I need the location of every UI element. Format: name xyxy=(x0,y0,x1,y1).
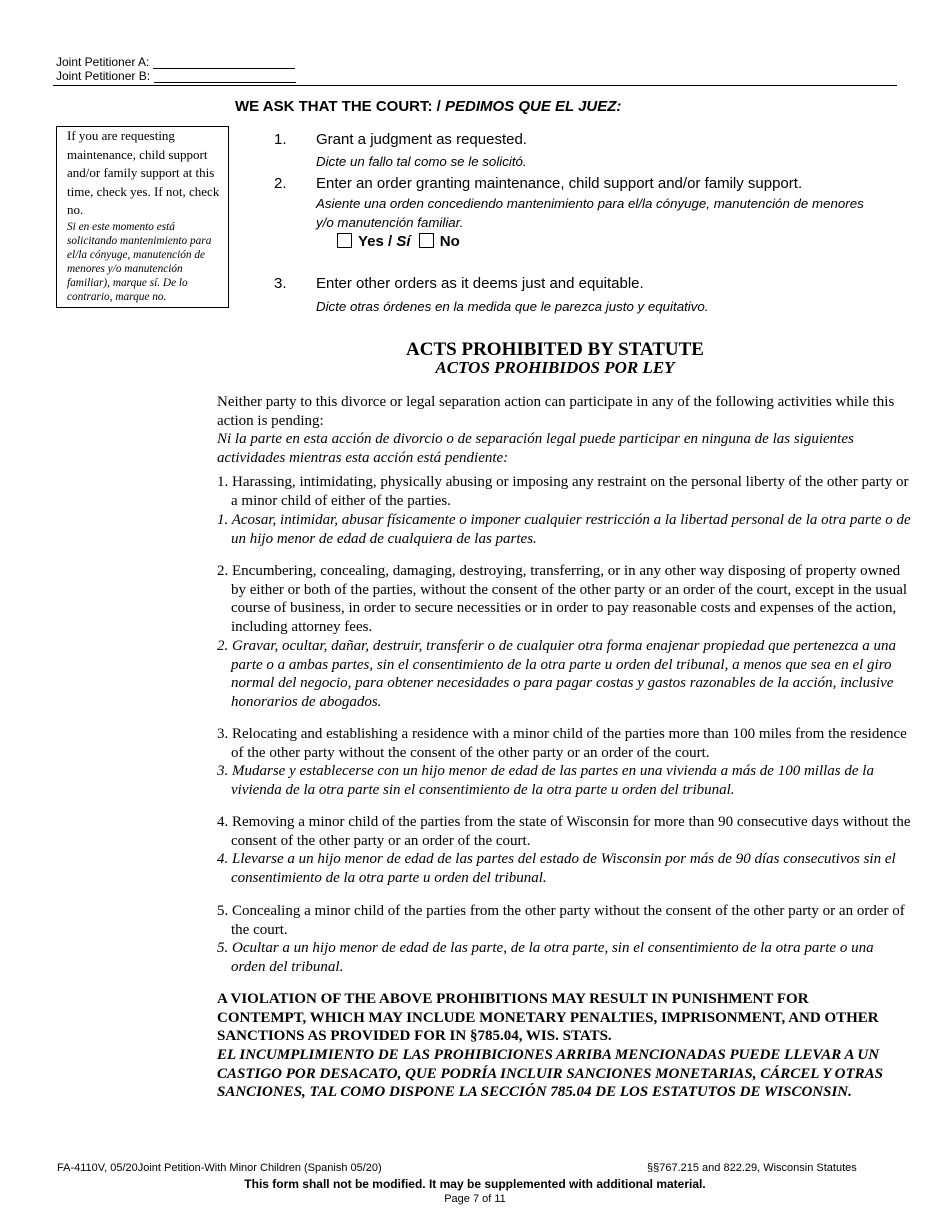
no-checkbox[interactable] xyxy=(419,233,434,248)
request-2-text-en: Enter an order granting maintenance, child support and/or family support. xyxy=(316,175,803,192)
instruction-box xyxy=(56,126,229,308)
petitioner-b-label: Joint Petitioner B: xyxy=(56,69,151,83)
instruction-text-en: If you are requesting maintenance, child support and/or family support at this time, check yes. If not, check no. xyxy=(67,128,220,217)
violation-warning-en: A VIOLATION OF THE ABOVE PROHIBITIONS MAY RESULT IN PUNISHMENT FOR CONTEMPT, WHICH MAY INCLUDE MONETARY PENALTIES, IMPRISONMENT, AND OTHER SANCTIONS AS PROVIDED FOR IN §785.04, WIS. STATS. xyxy=(217,991,879,1045)
prohibition-2-es: 2. Gravar, ocultar, dañar, destruir, transferir o de cualquier otra forma enajenar propiedad que pertenezca a una parte o a ambas partes, sin el consentimiento de la otra parte u orden del tribunal, a menos que sea en el giro normal del negocio, para obtener necesidades o para pagar costas y gastos razonables de la acción, inclusive honorarios de abogados. xyxy=(217,638,896,711)
request-3-text-en: Enter other orders as it deems just and equitable. xyxy=(316,275,644,292)
request-2-number: 2. xyxy=(274,175,287,192)
request-1-text-en: Grant a judgment as requested. xyxy=(316,131,527,148)
si-label: Sí xyxy=(396,233,411,250)
header-rule xyxy=(53,85,897,86)
violation-warning-es: EL INCUMPLIMIENTO DE LAS PROHIBICIONES ARRIBA MENCIONADAS PUEDE LLEVAR A UN CASTIGO POR DESACATO, QUE PODRÍA INCLUIR SANCIONES MONETARIAS, CÁRCEL Y OTRAS SANCIONES, TAL COMO DISPONE LA SECCIÓN 785.04 DE LOS ESTATUTOS DE WISCONSIN. xyxy=(217,1047,884,1101)
yes-label: Yes / xyxy=(358,233,393,250)
statute-reference: §§767.215 and 822.29, Wisconsin Statutes xyxy=(647,1162,857,1174)
support-checkbox-row xyxy=(337,233,460,250)
no-label: No xyxy=(439,233,460,250)
petitioner-b-blank[interactable] xyxy=(154,71,296,83)
ask-title-en: WE ASK THAT THE COURT: / xyxy=(235,98,441,115)
acts-intro-en: Neither party to this divorce or legal separation action can participate in any of the following activities while this action is pending: xyxy=(217,394,895,429)
modification-notice: This form shall not be modified. It may be supplemented with additional material. xyxy=(244,1177,706,1191)
request-2-text-es: Asiente una orden concediendo mantenimiento para el/la cónyuge, manutención de menores y/o manutención familiar. xyxy=(316,196,864,230)
ask-title xyxy=(235,98,621,115)
acts-title: ACTS PROHIBITED BY STATUTE xyxy=(406,339,704,360)
prohibition-4-es: 4. Llevarse a un hijo menor de edad de las partes del estado de Wisconsin por más de 90 días consecutivos sin el consentimiento de la otra parte u orden del tribunal. xyxy=(217,851,896,886)
yes-checkbox[interactable] xyxy=(337,233,352,248)
petitioner-a-label: Joint Petitioner A: xyxy=(56,55,150,69)
prohibition-1-en: 1. Harassing, intimidating, physically abusing or imposing any restraint on the personal liberty of the other party or a minor child of either of the parties. xyxy=(217,474,909,509)
prohibition-5-es: 5. Ocultar a un hijo menor de edad de las parte, de la otra parte, sin el consentimiento de la otra parte o una orden del tribunal. xyxy=(217,940,874,975)
prohibition-1-es: 1. Acosar, intimidar, abusar físicamente o imponer cualquier restricción a la libertad personal de la otra parte o de un hijo menor de edad de cualquiera de las partes. xyxy=(217,512,911,547)
prohibition-5-en: 5. Concealing a minor child of the parties from the other party without the consent of the other party or an order of the court. xyxy=(217,903,905,938)
prohibition-3-en: 3. Relocating and establishing a residence with a minor child of the parties more than 100 miles from the residence of the other party without the consent of the other party or an order of the court. xyxy=(217,726,907,761)
petitioner-b-line xyxy=(56,70,296,83)
request-3-text-es: Dicte otras órdenes en la medida que le parezca justo y equitativo. xyxy=(316,299,709,314)
petitioner-a-blank[interactable] xyxy=(153,57,295,69)
prohibition-3-es: 3. Mudarse y establecerse con un hijo menor de edad de las partes en una vivienda a más de 100 millas de la vivienda de la otra parte sin el consentimiento de la otra parte u orden del tribunal. xyxy=(217,763,874,798)
request-1-text-es: Dicte un fallo tal como se le solicitó. xyxy=(316,154,527,169)
acts-subtitle: ACTOS PROHIBIDOS POR LEY xyxy=(435,358,675,377)
form-id: FA-4110V, 05/20Joint Petition-With Minor Children (Spanish 05/20) xyxy=(57,1162,382,1174)
prohibition-4-en: 4. Removing a minor child of the parties from the state of Wisconsin for more than 90 consecutive days without the consent of the other party or an order of the court. xyxy=(217,814,911,849)
acts-intro-es: Ni la parte en esta acción de divorcio o de separación legal puede participar en ninguna de las siguientes actividades mientras esta acción está pendiente: xyxy=(217,431,854,466)
request-3-number: 3. xyxy=(274,275,287,292)
request-1-number: 1. xyxy=(274,131,287,148)
petitioner-a-line xyxy=(56,56,295,69)
instruction-text-es: Si en este momento está solicitando mantenimiento para el/la cónyuge, manutención de menores y/o manutención familiar), marque sí. De lo contrario, marque no. xyxy=(67,220,212,303)
prohibition-2-en: 2. Encumbering, concealing, damaging, destroying, transferring, or in any other way disposing of property owned by either or both of the parties, without the consent of the other party or an order of the court, except in the usual course of business, in order to secure necessities or in order to pay reasonable costs and expenses of the action, including attorney fees. xyxy=(217,563,908,636)
page-number: Page 7 of 11 xyxy=(444,1193,506,1205)
ask-title-es: PEDIMOS QUE EL JUEZ: xyxy=(445,98,622,115)
